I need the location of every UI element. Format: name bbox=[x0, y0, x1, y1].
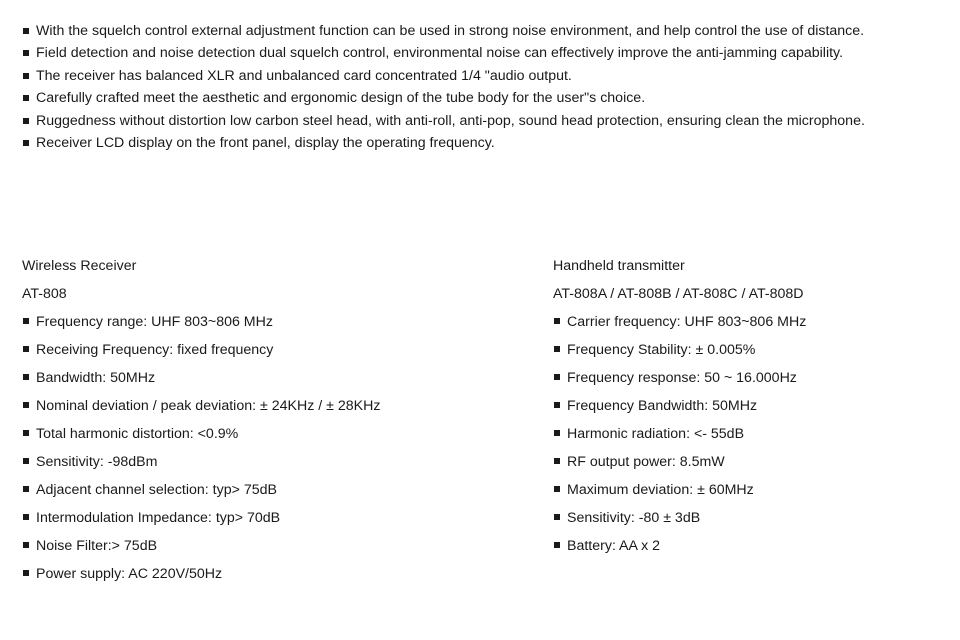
spec-text: Nominal deviation / peak deviation: ± 24KHz / ± 28KHz bbox=[36, 398, 381, 414]
square-bullet-icon bbox=[23, 402, 29, 408]
feature-text: With the squelch control external adjustment function can be used in strong noise environment, and help control the use of distance. bbox=[36, 23, 865, 39]
spec-text: Battery: AA x 2 bbox=[567, 538, 661, 554]
square-bullet-icon bbox=[554, 542, 560, 548]
spec-item bbox=[22, 312, 522, 340]
square-bullet-icon bbox=[554, 402, 560, 408]
feature-list bbox=[22, 22, 942, 156]
spec-item bbox=[553, 396, 943, 424]
square-bullet-icon bbox=[554, 514, 560, 520]
spec-text: Frequency Stability: ± 0.005% bbox=[567, 342, 756, 358]
square-bullet-icon bbox=[554, 318, 560, 324]
spec-item bbox=[553, 508, 943, 536]
spec-text: Noise Filter:> 75dB bbox=[36, 538, 158, 554]
receiver-title: Wireless Receiver bbox=[22, 258, 137, 274]
receiver-specs bbox=[22, 256, 522, 592]
transmitter-specs bbox=[553, 256, 943, 564]
spec-text: Total harmonic distortion: <0.9% bbox=[36, 426, 239, 442]
spec-item bbox=[553, 340, 943, 368]
transmitter-title: Handheld transmitter bbox=[553, 258, 685, 274]
feature-item bbox=[22, 134, 942, 153]
square-bullet-icon bbox=[554, 374, 560, 380]
square-bullet-icon bbox=[554, 486, 560, 492]
feature-text: Field detection and noise detection dual squelch control, environmental noise can effectively improve the anti-jamming capability. bbox=[36, 45, 844, 62]
square-bullet-icon bbox=[23, 73, 29, 79]
feature-item bbox=[22, 112, 942, 131]
square-bullet-icon bbox=[554, 430, 560, 436]
square-bullet-icon bbox=[554, 346, 560, 352]
spec-item bbox=[553, 452, 943, 480]
spec-item bbox=[553, 424, 943, 452]
spec-text: Carrier frequency: UHF 803~806 MHz bbox=[567, 314, 807, 330]
square-bullet-icon bbox=[23, 542, 29, 548]
square-bullet-icon bbox=[23, 50, 29, 56]
spec-text: Adjacent channel selection: typ> 75dB bbox=[36, 482, 277, 498]
spec-item bbox=[22, 340, 522, 368]
spec-item bbox=[22, 452, 522, 480]
feature-text: Carefully crafted meet the aesthetic and ergonomic design of the tube body for the user"s choice. bbox=[36, 90, 646, 107]
square-bullet-icon bbox=[23, 318, 29, 324]
square-bullet-icon bbox=[23, 140, 29, 146]
spec-text: Frequency Bandwidth: 50MHz bbox=[567, 398, 758, 414]
feature-text: Ruggedness without distortion low carbon steel head, with anti-roll, anti-pop, sound head protection, ensuring clean the microphone. bbox=[36, 112, 865, 129]
spec-item bbox=[553, 480, 943, 508]
spec-text: Bandwidth: 50MHz bbox=[36, 370, 156, 386]
spec-item bbox=[22, 368, 522, 396]
feature-item bbox=[22, 44, 942, 63]
receiver-model: AT-808 bbox=[22, 286, 67, 302]
square-bullet-icon bbox=[23, 430, 29, 436]
square-bullet-icon bbox=[23, 486, 29, 492]
spec-text: Power supply: AC 220V/50Hz bbox=[36, 566, 223, 582]
spec-item bbox=[22, 424, 522, 452]
square-bullet-icon bbox=[23, 95, 29, 101]
square-bullet-icon bbox=[23, 458, 29, 464]
square-bullet-icon bbox=[23, 570, 29, 576]
spec-text: Frequency response: 50 ~ 16.000Hz bbox=[567, 370, 797, 386]
feature-item bbox=[22, 89, 942, 108]
square-bullet-icon bbox=[23, 118, 29, 124]
feature-item bbox=[22, 22, 942, 41]
spec-text: Harmonic radiation: <- 55dB bbox=[567, 426, 745, 442]
square-bullet-icon bbox=[23, 374, 29, 380]
feature-text: The receiver has balanced XLR and unbalanced card concentrated 1/4 "audio output. bbox=[36, 67, 572, 84]
spec-item bbox=[22, 536, 522, 564]
spec-item bbox=[22, 564, 522, 592]
square-bullet-icon bbox=[23, 346, 29, 352]
feature-text: Receiver LCD display on the front panel, display the operating frequency. bbox=[36, 135, 495, 152]
spec-text: Sensitivity: -80 ± 3dB bbox=[567, 510, 701, 526]
square-bullet-icon bbox=[23, 514, 29, 520]
spec-text: Receiving Frequency: fixed frequency bbox=[36, 342, 274, 358]
transmitter-model: AT-808A / AT-808B / AT-808C / AT-808D bbox=[553, 286, 804, 302]
transmitter-spec-list bbox=[553, 312, 943, 564]
receiver-spec-list bbox=[22, 312, 522, 592]
spec-item bbox=[553, 536, 943, 564]
spec-text: Frequency range: UHF 803~806 MHz bbox=[36, 314, 273, 330]
spec-text: Sensitivity: -98dBm bbox=[36, 454, 158, 470]
feature-item bbox=[22, 67, 942, 86]
square-bullet-icon bbox=[554, 458, 560, 464]
spec-text: RF output power: 8.5mW bbox=[567, 454, 725, 470]
spec-item bbox=[22, 480, 522, 508]
spec-text: Intermodulation Impedance: typ> 70dB bbox=[36, 510, 281, 526]
square-bullet-icon bbox=[23, 28, 29, 34]
spec-item bbox=[22, 508, 522, 536]
spec-item bbox=[553, 312, 943, 340]
spec-item bbox=[553, 368, 943, 396]
spec-item bbox=[22, 396, 522, 424]
spec-text: Maximum deviation: ± 60MHz bbox=[567, 482, 754, 498]
